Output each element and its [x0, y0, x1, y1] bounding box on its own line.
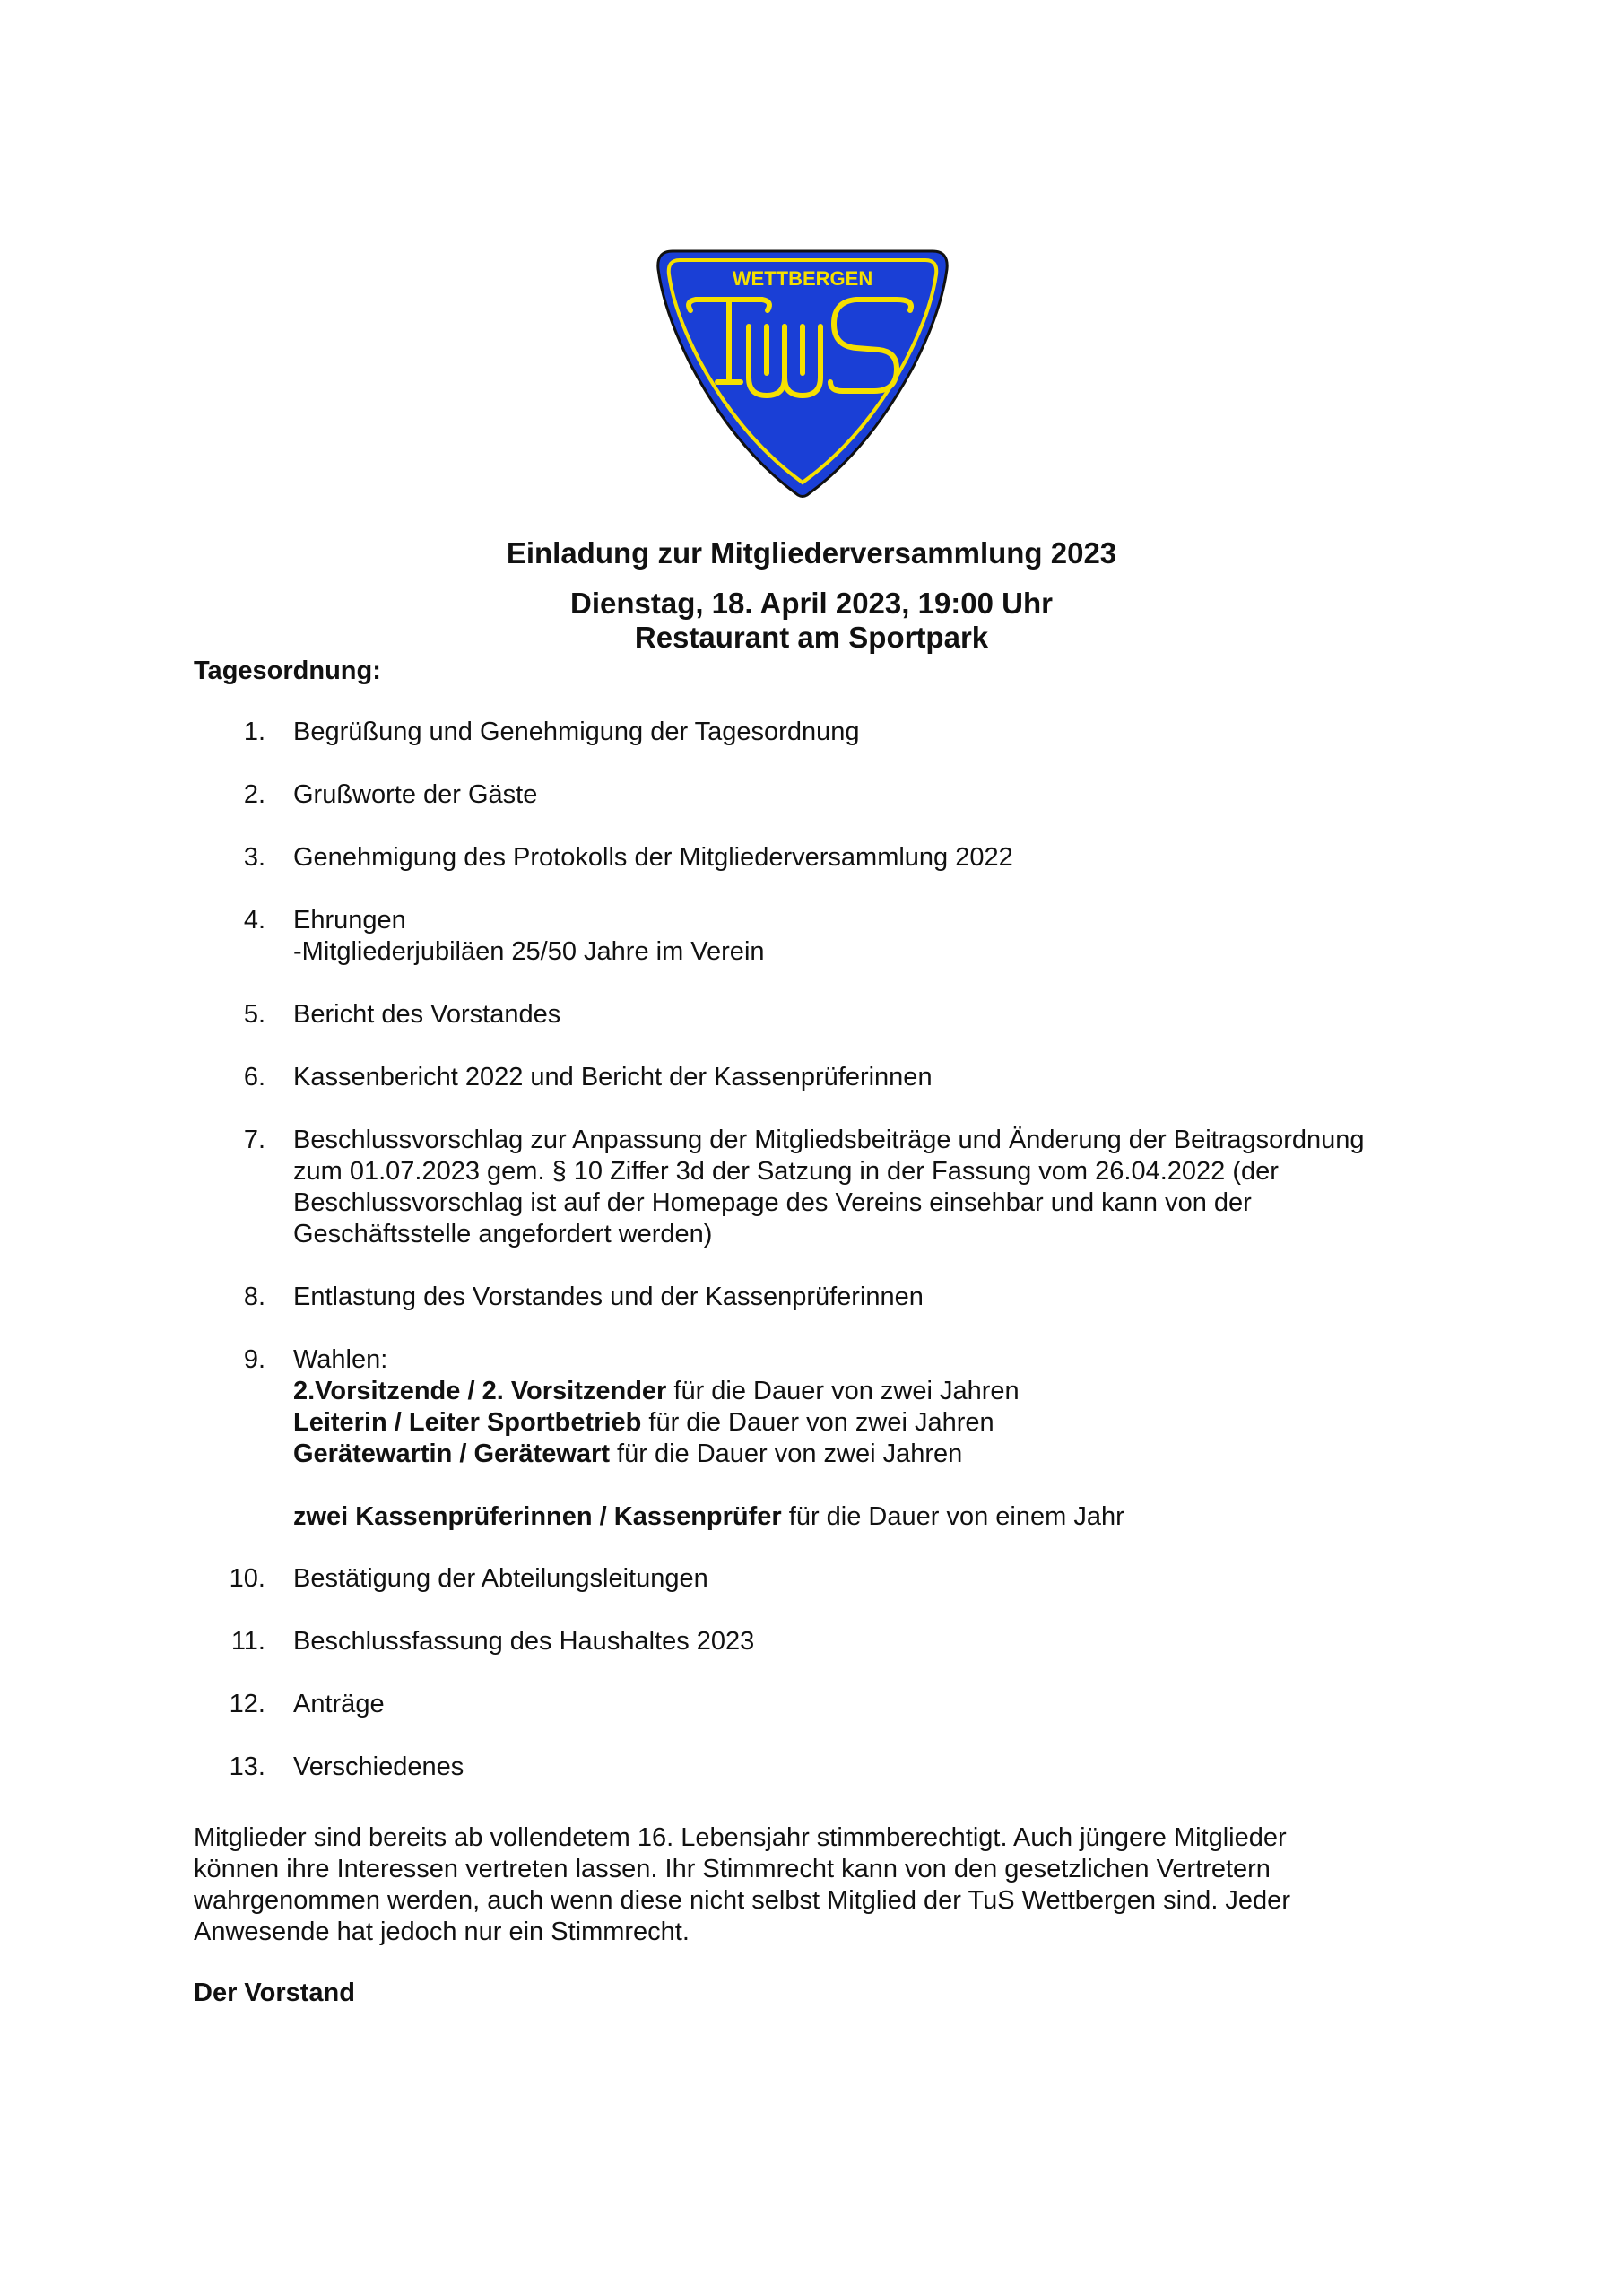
election-line [293, 1501, 1468, 1533]
election-role: 2.Vorsitzende / 2. Vorsitzender [293, 1377, 667, 1405]
event-date: Dienstag, 18. April 2023, 19:00 Uhr [569, 587, 1053, 620]
election-role: Leiterin / Leiter Sportbetrieb [293, 1408, 642, 1437]
agenda-item-number: 7. [243, 1126, 265, 1154]
agenda-item-number: 8. [243, 1283, 265, 1311]
agenda-item-number: 11. [230, 1627, 265, 1656]
club-logo [655, 248, 950, 499]
agenda-item-text: Begrüßung und Genehmigung der Tagesordnung [293, 718, 860, 746]
election-role: Gerätewartin / Gerätewart [293, 1439, 610, 1468]
agenda-item-text: Bericht des Vorstandes [293, 1000, 561, 1029]
agenda-item-number: 10. [229, 1564, 265, 1593]
agenda-item-text: Genehmigung des Protokolls der Mitgliederversammlung 2022 [293, 843, 1013, 872]
event-location: Restaurant am Sportpark [634, 621, 989, 654]
logo-text: WETTBERGEN [732, 267, 873, 290]
election-line [293, 1439, 1468, 1470]
agenda-item-line: zum 01.07.2023 gem. § 10 Ziffer 3d der Satzung in der Fassung vom 26.04.2022 (der [293, 1157, 1279, 1186]
agenda-item-text: Bestätigung der Abteilungsleitungen [293, 1564, 708, 1593]
agenda-item-subtext: -Mitgliederjubiläen 25/50 Jahre im Verein [293, 937, 765, 966]
agenda-item-line: Beschlussvorschlag zur Anpassung der Mitgliedsbeiträge und Änderung der Beitragsordnung [293, 1126, 1365, 1154]
agenda-item-number: 12. [229, 1690, 265, 1718]
agenda-item-text: Wahlen: [293, 1345, 388, 1374]
agenda-item-text: Verschiedenes [293, 1752, 464, 1781]
paragraph-line: Anwesende hat jedoch nur ein Stimmrecht. [194, 1918, 690, 1946]
agenda-item-number: 9. [243, 1345, 265, 1374]
paragraph-line: können ihre Interessen vertreten lassen. Ihr Stimmrecht kann von den gesetzlichen Vertretern [194, 1855, 1271, 1883]
election-role: zwei Kassenprüferinnen / Kassenprüfer [293, 1502, 782, 1531]
agenda-item-text: Kassenbericht 2022 und Bericht der Kassenprüferinnen [293, 1063, 933, 1091]
agenda-item-number: 13. [229, 1752, 265, 1781]
agenda-item-number: 2. [243, 780, 265, 809]
agenda-item-text: Entlastung des Vorstandes und der Kassenprüferinnen [293, 1283, 924, 1311]
election-term: für die Dauer von zwei Jahren [609, 1439, 963, 1468]
agenda-item-text: Grußworte der Gäste [293, 780, 538, 809]
agenda-item-number: 5. [243, 1000, 265, 1029]
agenda-item-number: 4. [243, 906, 265, 935]
voting-rights-paragraph [194, 1822, 1431, 1948]
election-term: für die Dauer von zwei Jahren [641, 1408, 994, 1437]
agenda-item-number: 1. [243, 718, 265, 746]
page-title: Einladung zur Mitgliederversammlung 2023 [506, 536, 1117, 570]
agenda-item-number: 6. [243, 1063, 265, 1091]
agenda-heading: Tagesordnung: [194, 657, 381, 685]
agenda-item-number: 3. [243, 843, 265, 872]
election-line [293, 1407, 1468, 1439]
signature: Der Vorstand [194, 1979, 355, 2007]
agenda-item-line: Geschäftsstelle angefordert werden) [293, 1220, 713, 1248]
paragraph-line: Mitglieder sind bereits ab vollendetem 16. Lebensjahr stimmberechtigt. Auch jüngere Mitglieder [194, 1823, 1287, 1852]
agenda-item-text: Anträge [293, 1690, 385, 1718]
agenda-item-line: Beschlussvorschlag ist auf der Homepage des Vereins einsehbar und kann von der [293, 1188, 1252, 1217]
election-line [293, 1376, 1468, 1407]
paragraph-line: wahrgenommen werden, auch wenn diese nicht selbst Mitglied der TuS Wettbergen sind. Jeder [194, 1886, 1290, 1915]
agenda-item-text: Beschlussfassung des Haushaltes 2023 [293, 1627, 755, 1656]
election-term: für die Dauer von zwei Jahren [666, 1377, 1020, 1405]
agenda-item-text: Ehrungen [293, 906, 406, 935]
election-term: für die Dauer von einem Jahr [781, 1502, 1124, 1531]
